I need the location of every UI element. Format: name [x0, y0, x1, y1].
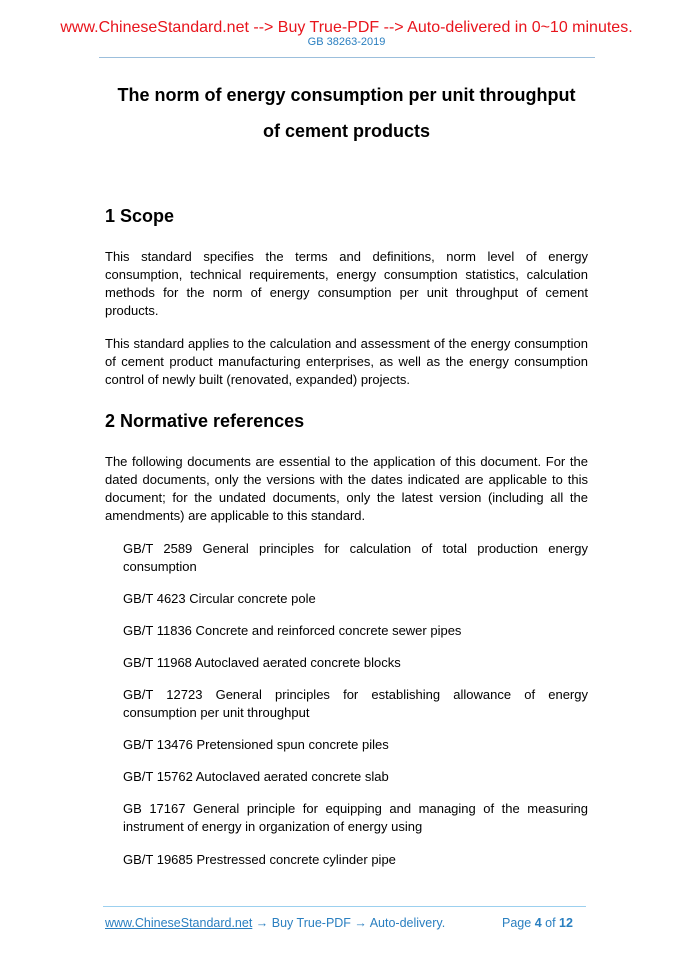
- reference-item: GB/T 2589 General principles for calculation of total production energy consumption: [123, 541, 588, 574]
- section-heading-normative-references: 2 Normative references: [105, 411, 305, 431]
- standard-number: GB 38263-2019: [307, 36, 386, 48]
- reference-item: GB/T 11968 Autoclaved aerated concrete blocks: [123, 655, 401, 670]
- header-divider: [99, 57, 595, 58]
- footer-site-link[interactable]: www.ChineseStandard.net: [105, 916, 253, 930]
- reference-item: GB/T 4623 Circular concrete pole: [123, 591, 316, 606]
- reference-item: GB 17167 General principle for equipping and managing of the measuring instrument of energy in organization of energy using: [123, 801, 588, 834]
- reference-item: GB/T 13476 Pretensioned spun concrete piles: [123, 737, 389, 752]
- page-label: Page: [502, 916, 532, 930]
- footer-promo-text: → Buy True-PDF → Auto-delivery.: [252, 916, 446, 930]
- reference-item: GB/T 11836 Concrete and reinforced concrete sewer pipes: [123, 623, 462, 638]
- page-indicator: [502, 916, 573, 931]
- of-label: of: [545, 916, 556, 930]
- reference-item: GB/T 19685 Prestressed concrete cylinder pipe: [123, 852, 396, 867]
- page-total: 12: [559, 916, 573, 930]
- reference-item: GB/T 12723 General principles for establishing allowance of energy consumption per unit throughput: [123, 687, 588, 720]
- scope-paragraph-2: This standard applies to the calculation and assessment of the energy consumption of cement product manufacturing enterprises, as well as the energy consumption control of newly built (renovated, expanded) projects.: [105, 336, 588, 387]
- normative-references-intro: The following documents are essential to the application of this document. For the dated documents, only the versions with the dates indicated are applicable to this document; for the undated documents, only the latest version (including all the amendments) are applicable to this standard.: [105, 454, 588, 523]
- reference-item: GB/T 15762 Autoclaved aerated concrete slab: [123, 769, 389, 784]
- scope-paragraph-1: This standard specifies the terms and definitions, norm level of energy consumption, technical requirements, energy consumption statistics, calculation methods for the norm of energy consumption per unit throughput of cement products.: [105, 249, 588, 318]
- document-title-line-2: of cement products: [262, 121, 431, 141]
- section-heading-scope: 1 Scope: [105, 206, 175, 226]
- page-current: 4: [534, 916, 542, 930]
- footer-divider: [103, 906, 586, 907]
- document-title-line-1: The norm of energy consumption per unit throughput: [117, 85, 576, 105]
- footer-promo: [105, 916, 445, 931]
- promo-banner: www.ChineseStandard.net --> Buy True-PDF --> Auto-delivered in 0~10 minutes.: [60, 19, 633, 36]
